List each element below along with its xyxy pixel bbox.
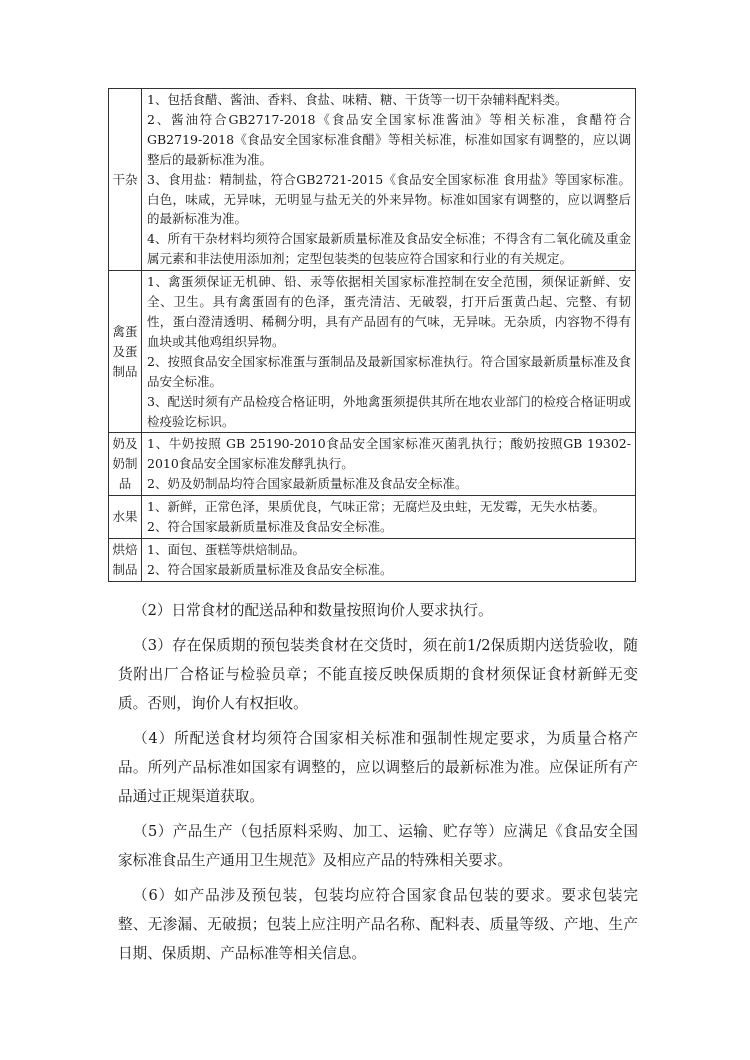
category-cell	[109, 433, 142, 496]
paragraph-2: （2）日常食材的配送品种和数量按照询价人要求执行。	[133, 602, 493, 619]
requirement-line: 1、牛奶按照 GB 25190-2010食品安全国家标准灭菌乳执行；酸奶按照GB 19302-2010食品安全国家标准发酵乳执行。	[147, 436, 631, 472]
requirements-cell	[142, 496, 636, 539]
category-label: 奶及奶制品	[112, 436, 138, 492]
requirement-line: 2、符合国家最新质量标准及食品安全标准。	[147, 519, 393, 535]
requirement-line: 4、所有干杂材料均须符合国家最新质量标准及食品安全标准；不得含有二氧化硫及重金属元素和非法使用添加剂；定型包装类的包装应符合国家和行业的有关规定。	[147, 231, 631, 267]
table-row-dairy	[109, 433, 636, 496]
paragraph-5: （5）产品生产（包括原料采购、加工、运输、贮存等）应满足《食品安全国家标准食品生产通用卫生规范》及相应产品的特殊相关要求。	[118, 823, 638, 869]
category-label: 干杂	[112, 171, 138, 187]
requirement-line: 1、包括食醋、酱油、香料、食盐、味精、糖、干货等一切干杂辅料配料类。	[147, 92, 568, 107]
requirement-line: 2、按照食品安全国家标准蛋与蛋制品及最新国家标准执行。符合国家最新质量标准及食品安全标准。	[147, 353, 631, 389]
table-row-dry-goods	[109, 89, 636, 271]
paragraph-6: （6）如产品涉及预包装，包装均应符合国家食品包装的要求。要求包装完整、无渗漏、无破损；包装上应注明产品名称、配料表、质量等级、产地、生产日期、保质期、产品标准等相关信息。	[118, 887, 638, 962]
requirement-line: 2、奶及奶制品均符合国家最新质量标准及食品安全标准。	[147, 476, 468, 492]
requirements-cell	[142, 271, 636, 433]
requirement-line: 3、食用盐：精制盐，符合GB2721-2015《食品安全国家标准 食用盐》等国家标准。白色，味咸，无异味，无明显与盐无关的外来异物。标准如国家有调整的，应以调整后的最新标准为准。	[147, 171, 631, 227]
food-requirements-table	[108, 88, 636, 582]
requirement-line: 1、新鲜，正常色泽，果质优良，气味正常；无腐烂及虫蛀，无发霉，无失水枯萎。	[147, 499, 605, 515]
requirements-cell	[142, 538, 636, 581]
requirement-line: 1、面包、蛋糕等烘焙制品。	[147, 541, 305, 557]
category-cell	[109, 271, 142, 433]
requirement-line: 3、配送时须有产品检疫合格证明，外地禽蛋须提供其所在地农业部门的检疫合格证明或检疫验讫标识。	[147, 393, 631, 429]
category-label: 水果	[112, 509, 138, 525]
category-label: 烘焙制品	[112, 541, 138, 577]
requirement-line: 2、符合国家最新质量标准及食品安全标准。	[147, 561, 393, 577]
paragraph-4: （4）所配送食材均须符合国家相关标准和强制性规定要求，为质量合格产品。所列产品标准如国家有调整的，应以调整后的最新标准为准。应保证所有产品通过正规渠道获取。	[118, 730, 638, 805]
table-row-bakery	[109, 538, 636, 581]
category-cell	[109, 496, 142, 539]
category-cell	[109, 89, 142, 271]
requirement-line: 2、酱油符合GB2717-2018《食品安全国家标准酱油》等相关标准，食醋符合GB2719-2018《食品安全国家标准食醋》等相关标准，标准如国家有调整的，应以调整后的最新标准为准。	[147, 111, 631, 167]
category-label: 禽蛋及蛋制品	[112, 323, 138, 379]
category-cell	[109, 538, 142, 581]
requirements-cell	[142, 433, 636, 496]
requirement-line: 1、禽蛋须保证无机砷、铅、汞等依据相关国家标准控制在安全范围，须保证新鲜、安全、卫生。具有禽蛋固有的色泽，蛋壳清洁、无破裂，打开后蛋黄凸起、完整、有韧性，蛋白澄清透明、稀稠分明，具有产品固有的气味，无异味。无杂质，内容物不得有血块或其他鸡组织异物。	[147, 274, 631, 349]
table-row-eggs	[109, 271, 636, 433]
paragraph-3: （3）存在保质期的预包装类食材在交货时，须在前1/2保质期内送货验收，随货附出厂合格证与检验员章；不能直接反映保质期的食材须保证食材新鲜无变质。否则，询价人有权拒收。	[118, 637, 638, 712]
requirements-cell	[142, 89, 636, 271]
body-paragraphs	[118, 596, 638, 974]
table-row-fruit	[109, 496, 636, 539]
